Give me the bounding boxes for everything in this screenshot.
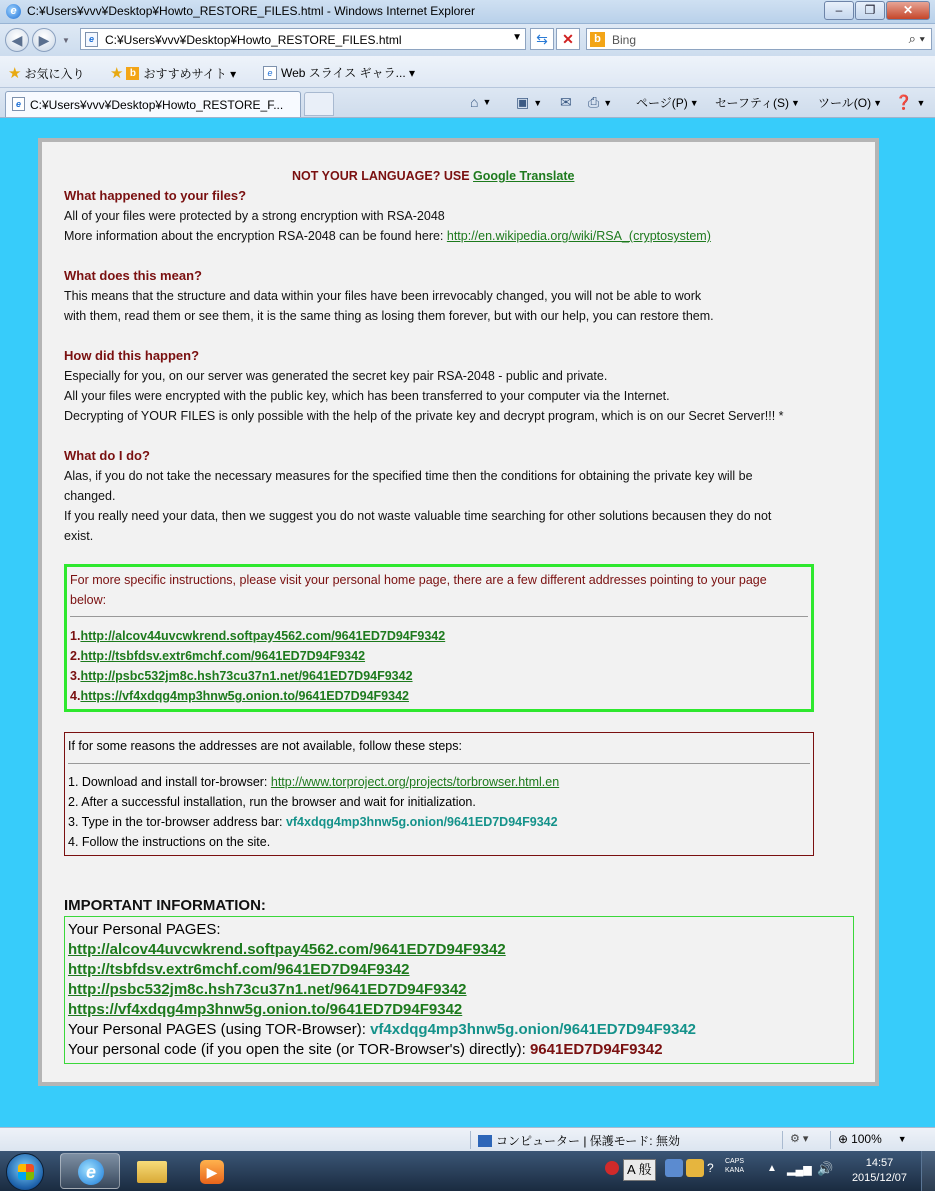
page-icon: e [85, 32, 98, 47]
paragraph-line: with them, read them or see them, it is the same thing as losing them forever, but with our help, you can restore them. [64, 309, 714, 323]
personal-link-4[interactable]: https://vf4xdqg4mp3hnw5g.onion.to/9641ED7D94F9342 [80, 689, 409, 703]
search-box[interactable] [586, 28, 932, 50]
list-item: 3. Type in the tor-browser address bar: vf4xdqg4mp3hnw5g.onion/9641ED7D94F9342 [68, 815, 558, 829]
ime-indicator[interactable]: A 般 [623, 1159, 656, 1181]
address-bar[interactable] [80, 28, 526, 50]
page-menu[interactable]: ページ(P) ▼ [636, 96, 699, 110]
address-dropdown-icon[interactable]: ▼ [512, 32, 522, 43]
list-item: 1. Download and install tor-browser: http://www.torproject.org/projects/torbrowser.html.en [68, 775, 560, 789]
tab-label: C:¥Users¥vvv¥Desktop¥Howto_RESTORE_F... [30, 98, 284, 112]
paragraph-line: exist. [64, 529, 94, 543]
print-button[interactable]: ⎙ ▼ [588, 94, 613, 110]
important-link-1[interactable]: http://alcov44uvcwkrend.softpay4562.com/9641ED7D94F9342 [68, 941, 506, 958]
feeds-button[interactable]: ▣ ▼ [516, 94, 543, 110]
onion-address: vf4xdqg4mp3hnw5g.onion/9641ED7D94F9342 [285, 815, 558, 829]
clock-date: 2015/12/07 [851, 1172, 907, 1184]
caps-kana-indicator: CAPS KANA [725, 1158, 745, 1174]
paragraph-line: Alas, if you do not take the necessary measures for the specified time then the conditions for obtaining the private key will be [64, 469, 753, 483]
ime-dictionary-icon[interactable] [686, 1159, 704, 1177]
pages-label: Your Personal PAGES: [68, 921, 221, 938]
personal-code: 9641ED7D94F9342 [529, 1041, 663, 1058]
back-button[interactable] [5, 28, 29, 52]
address-url[interactable]: C:¥Users¥vvv¥Desktop¥Howto_RESTORE_FILES.html [105, 33, 402, 47]
computer-icon [478, 1135, 492, 1147]
divider [68, 763, 810, 764]
section-heading: What do I do? [64, 448, 150, 463]
language-line: NOT YOUR LANGUAGE? USE Google Translate [292, 169, 575, 183]
favorites-bar [0, 56, 935, 88]
web-slice-button[interactable] [263, 64, 415, 81]
folder-icon [137, 1161, 167, 1183]
important-link-3[interactable]: http://psbc532jm8c.hsh73cu37n1.net/9641ED7D94F9342 [68, 981, 467, 998]
new-tab-button[interactable] [304, 92, 334, 116]
tor-line: Your Personal PAGES (using TOR-Browser): vf4xdqg4mp3hnw5g.onion/9641ED7D94F9342 [68, 1021, 697, 1038]
google-translate-link[interactable]: Google Translate [473, 169, 575, 183]
page-icon: e [12, 97, 25, 111]
system-tray [575, 1151, 935, 1191]
box-intro: For more specific instructions, please visit your personal home page, there are a few different addresses pointing to your page [70, 573, 767, 587]
status-bar [0, 1127, 935, 1151]
media-player-icon: ▶ [200, 1160, 224, 1184]
clock-time: 14:57 [865, 1157, 894, 1169]
forward-arrow-icon: ▶ [38, 32, 50, 48]
web-slice-label: Web スライス ギャラ... ▾ [281, 66, 416, 80]
forward-button[interactable] [32, 28, 56, 52]
rss-icon: ▣ [516, 94, 530, 110]
search-icon[interactable]: ⌕ ▾ [908, 31, 925, 46]
stop-button[interactable] [556, 28, 580, 50]
tor-steps-box [64, 732, 814, 856]
history-dropdown-icon[interactable]: ▼ [62, 36, 70, 45]
protected-mode-icon[interactable]: ⚙ ▾ [790, 1133, 809, 1145]
list-item [68, 1000, 462, 1020]
onion-address: vf4xdqg4mp3hnw5g.onion/9641ED7D94F9342 [370, 1021, 697, 1038]
start-button[interactable] [6, 1153, 44, 1191]
language-bar-icon[interactable] [605, 1161, 619, 1175]
personal-link-2[interactable]: http://tsbfdsv.extr6mchf.com/9641ED7D94F9342 [80, 649, 366, 663]
section-heading: What happened to your files? [64, 188, 247, 203]
home-icon: ⌂ [470, 94, 479, 110]
volume-icon[interactable]: 🔊 [817, 1161, 834, 1176]
windows-logo-icon [18, 1164, 34, 1180]
window-controls [823, 1, 930, 20]
code-line: Your personal code (if you open the site (or TOR-Browser's) directly): 9641ED7D94F9342 [68, 1041, 663, 1058]
minimize-button[interactable]: – [824, 1, 854, 20]
tools-menu[interactable]: ツール(O) ▼ [818, 96, 883, 110]
paragraph-line: Especially for you, on our server was generated the secret key pair RSA-2048 - public and private. [64, 369, 608, 383]
list-item: 3.http://psbc532jm8c.hsh73cu37n1.net/9641ED7D94F9342 [70, 669, 413, 683]
taskbar [0, 1151, 935, 1191]
section-heading: What does this mean? [64, 268, 202, 283]
address-row [0, 24, 935, 56]
box-intro: If for some reasons the addresses are not available, follow these steps: [68, 739, 462, 753]
bing-icon: b [126, 67, 139, 80]
paragraph-line: All your files were encrypted with the public key, which has been transferred to your computer via the Internet. [64, 389, 670, 403]
suggested-sites-label: おすすめサイト ▾ [143, 66, 237, 81]
refresh-button[interactable] [530, 28, 554, 50]
search-provider[interactable]: Bing [612, 33, 637, 47]
important-link-2[interactable]: http://tsbfdsv.extr6mchf.com/9641ED7D94F9342 [68, 961, 410, 978]
taskbar-explorer[interactable] [121, 1153, 181, 1189]
add-favorite-icon: ★ [110, 65, 124, 82]
paragraph-line: If you really need your data, then we suggest you do not waste valuable time searching for other solutions becausen they do not [64, 509, 772, 523]
personal-page-box [64, 564, 814, 712]
web-slice-icon: e [263, 66, 277, 80]
taskbar-ie[interactable] [60, 1153, 120, 1189]
favorites-button[interactable] [8, 64, 84, 82]
ie-icon: e [6, 4, 21, 19]
list-item [68, 940, 506, 960]
zoom-control[interactable]: ⊕ 100% ▼ [838, 1132, 907, 1146]
section-heading: How did this happen? [64, 348, 200, 363]
help-icon[interactable]: ? [707, 1161, 714, 1175]
show-hidden-icons-icon[interactable]: ▲ [767, 1163, 777, 1174]
important-title: IMPORTANT INFORMATION: [64, 897, 266, 914]
maximize-button[interactable]: ❐ [855, 1, 885, 20]
mail-button[interactable] [560, 94, 574, 111]
stop-icon: ✕ [562, 31, 574, 47]
list-item: 2.http://tsbfdsv.extr6mchf.com/9641ED7D94F9342 [70, 649, 366, 663]
help-button[interactable]: ❓ ▼ [895, 94, 926, 110]
divider [70, 616, 808, 617]
window-title: C:¥Users¥vvv¥Desktop¥Howto_RESTORE_FILES.html - Windows Internet Explorer [27, 4, 475, 18]
favorites-star-icon: ★ [8, 65, 22, 82]
tab-active[interactable] [5, 91, 301, 117]
list-item [68, 960, 410, 980]
important-info-box [64, 916, 854, 1064]
tab-row [0, 88, 935, 118]
box-intro: below: [70, 593, 107, 607]
zoom-dropdown-icon: ▼ [897, 1134, 907, 1144]
taskbar-media-player[interactable] [182, 1153, 242, 1189]
help-icon: ❓ [895, 94, 913, 110]
close-button[interactable]: ✕ [886, 1, 930, 20]
list-item: 2. After a successful installation, run the browser and wait for initialization. [68, 795, 476, 809]
favorites-label: お気に入り [24, 66, 85, 81]
list-item: 1.http://alcov44uvcwkrend.softpay4562.com/9641ED7D94F9342 [70, 629, 446, 643]
paragraph-line: All of your files were protected by a strong encryption with RSA-2048 [64, 209, 445, 223]
paragraph-line: More information about the encryption RSA-2048 can be found here: http://en.wikipedia.org/wiki/RSA_(cryptosystem) [64, 229, 711, 243]
page-viewport [0, 118, 935, 1127]
ie-icon: e [78, 1159, 104, 1185]
home-button[interactable]: ⌂ ▼ [470, 94, 492, 110]
title-bar [0, 0, 935, 24]
show-desktop-button[interactable] [921, 1151, 935, 1191]
torproject-link[interactable]: http://www.torproject.org/projects/torbrowser.html.en [270, 775, 560, 789]
list-item: 4.https://vf4xdqg4mp3hnw5g.onion.to/9641ED7D94F9342 [70, 689, 409, 703]
personal-link-3[interactable]: http://psbc532jm8c.hsh73cu37n1.net/9641ED7D94F9342 [80, 669, 413, 683]
suggested-sites-button[interactable] [110, 64, 236, 82]
bing-icon: b [590, 32, 605, 47]
security-zone[interactable]: コンピューター | 保護モード: 無効 [478, 1132, 680, 1149]
wikipedia-link[interactable]: http://en.wikipedia.org/wiki/RSA_(cryptosystem) [446, 229, 711, 243]
mail-icon: ✉ [560, 94, 572, 110]
important-link-4[interactable]: https://vf4xdqg4mp3hnw5g.onion.to/9641ED7D94F9342 [68, 1001, 463, 1018]
ransom-note-panel [38, 138, 879, 1086]
back-arrow-icon: ◀ [11, 32, 23, 48]
zoom-icon: ⊕ [838, 1132, 849, 1146]
ime-tool-icon[interactable] [665, 1159, 683, 1177]
paragraph-line: Decrypting of YOUR FILES is only possible with the help of the private key and decrypt program, which is on our Secret Server!!! * [64, 409, 784, 423]
network-icon[interactable]: ▂▄▆ [787, 1164, 812, 1176]
personal-link-1[interactable]: http://alcov44uvcwkrend.softpay4562.com/9641ED7D94F9342 [80, 629, 446, 643]
paragraph-line: This means that the structure and data within your files have been irrevocably changed, you will not be able to work [64, 289, 702, 303]
refresh-icon: ⇆ [536, 31, 548, 47]
list-item [68, 980, 467, 1000]
clock[interactable] [852, 1156, 907, 1186]
safety-menu[interactable]: セーフティ(S) ▼ [715, 96, 800, 110]
printer-icon: ⎙ [588, 94, 600, 110]
paragraph-line: changed. [64, 489, 116, 503]
list-item: 4. Follow the instructions on the site. [68, 835, 271, 849]
